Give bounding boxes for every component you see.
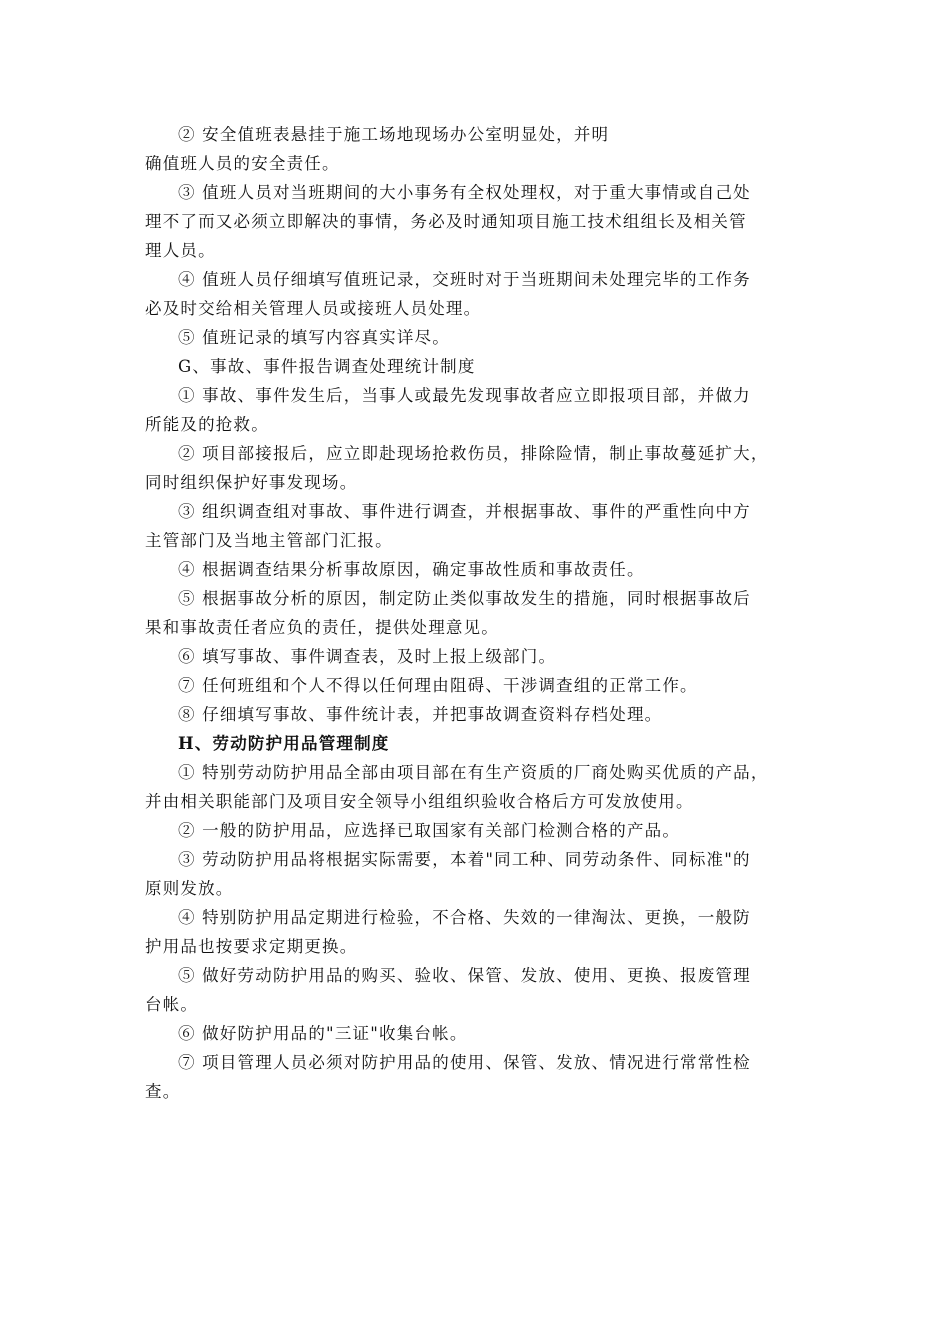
paragraph-first-line: ⑧ 仔细填写事故、事件统计表，并把事故调查资料存档处理。 (178, 705, 663, 724)
paragraph-first-line: ① 事故、事件发生后，当事人或最先发现事故者应立即报项目部，并做力 (178, 386, 751, 405)
paragraph-first-line: ① 特别劳动防护用品全部由项目部在有生产资质的厂商处购买优质的产品， (178, 763, 769, 782)
paragraph-first-line: ③ 劳动防护用品将根据实际需要，本着"同工种、同劳动条件、同标准"的 (178, 850, 751, 869)
paragraph-continuation-line: 确值班人员的安全责任。 (145, 154, 340, 173)
paragraph-continuation-line: 同时组织保护好事发现场。 (145, 473, 358, 492)
paragraph-continuation-line: 台帐。 (145, 995, 199, 1014)
paragraph-first-line: ④ 特别防护用品定期进行检验，不合格、失效的一律淘汰、更换，一般防 (178, 908, 751, 927)
paragraph-continuation-line: 必及时交给相关管理人员或接班人员处理。 (145, 299, 482, 318)
paragraph-first-line: ⑤ 值班记录的填写内容真实详尽。 (178, 328, 450, 347)
paragraph-continuation-line: 理不了而又必须立即解决的事情，务必及时通知项目施工技术组组长及相关管 (145, 212, 747, 231)
paragraph-first-line: ③ 组织调查组对事故、事件进行调查，并根据事故、事件的严重性向中方 (178, 502, 751, 521)
paragraph-first-line: ⑥ 做好防护用品的"三证"收集台帐。 (178, 1024, 468, 1043)
paragraph-first-line: ⑦ 项目管理人员必须对防护用品的使用、保管、发放、情况进行常常性检 (178, 1053, 751, 1072)
paragraph-continuation-line: 所能及的抢救。 (145, 415, 269, 434)
paragraph-first-line: ⑤ 做好劳动防护用品的购买、验收、保管、发放、使用、更换、报废管理 (178, 966, 751, 985)
document-body (145, 120, 810, 1106)
paragraph-first-line: G、事故、事件报告调查处理统计制度 (178, 357, 476, 376)
paragraph-first-line: ⑤ 根据事故分析的原因，制定防止类似事故发生的措施，同时根据事故后 (178, 589, 751, 608)
paragraph-first-line: ④ 根据调查结果分析事故原因，确定事故性质和事故责任。 (178, 560, 645, 579)
section-heading: H、劳动防护用品管理制度 (178, 734, 390, 753)
paragraph-first-line: ② 一般的防护用品，应选择已取国家有关部门检测合格的产品。 (178, 821, 681, 840)
paragraph-first-line: ② 项目部接报后，应立即赴现场抢救伤员，排除险情，制止事故蔓延扩大， (178, 444, 769, 463)
paragraph-continuation-line: 理人员。 (145, 241, 216, 260)
paragraph-continuation-line: 护用品也按要求定期更换。 (145, 937, 358, 956)
paragraph-first-line: ⑦ 任何班组和个人不得以任何理由阻碍、干涉调查组的正常工作。 (178, 676, 698, 695)
paragraph-first-line: ③ 值班人员对当班期间的大小事务有全权处理权，对于重大事情或自己处 (178, 183, 751, 202)
paragraph-continuation-line: 查。 (145, 1082, 181, 1101)
paragraph-first-line: ④ 值班人员仔细填写值班记录，交班时对于当班期间未处理完毕的工作务 (178, 270, 751, 289)
paragraph-continuation-line: 原则发放。 (145, 879, 234, 898)
paragraph-continuation-line: 并由相关职能部门及项目安全领导小组组织验收合格后方可发放使用。 (145, 792, 694, 811)
paragraph-first-line: ② 安全值班表悬挂于施工场地现场办公室明显处，并明 (178, 125, 610, 144)
paragraph-first-line: ⑥ 填写事故、事件调查表，及时上报上级部门。 (178, 647, 557, 666)
paragraph-continuation-line: 果和事故责任者应负的责任，提供处理意见。 (145, 618, 499, 637)
paragraph-continuation-line: 主管部门及当地主管部门汇报。 (145, 531, 393, 550)
